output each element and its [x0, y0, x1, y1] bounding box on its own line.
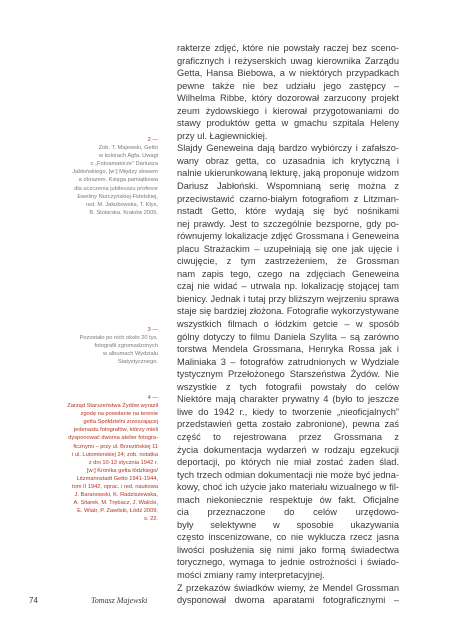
footnote-number: 3 — [147, 327, 158, 333]
footnote-text: Zob. T. Majewski, Getto w kolorach Agfa. Uwagi o „Fotoamatorze” Dariusza Jabłońskiego, [w:] Między słowem a obrazem. Księga pamiątkowa dla uczczenia jubileuszu profesor Eweliny Nurczyńskiej-Fidelskiej, red. M. Jakubowska, T. Kłys, B. Stolarska. Kraków 2005. [72, 145, 158, 216]
text-line: kowy, choć ich użycie jako materiału wizualnego w fil- [177, 482, 399, 493]
text-line: deportacji, po których nie miał zostać żaden ślad. [177, 457, 399, 468]
text-line: Getta, Hansa Biebowa, a w niektórych przypadkach [177, 68, 399, 79]
footnote-4 [66, 394, 158, 524]
main-text [177, 42, 399, 607]
footnote-text: Zarząd Starszeństwa Żydów wyraził zgodę na powołanie na terenie getta Spółdzielni zrzeszającej jedenastu fotografów, którzy mieli dysponować dwoma atelier fotogra- ficznymi – przy ul. Brzezińskiej 11 i ul. Lutomierskiej 24; zob. notatka z dni 10-13 stycznia 1942 r. [w:] Kronika getta łódzkiego/ Litzmannstadt Getto 1941-1944, tom II 1942, oprac. i red. naukowa J. Baranowski, K. Radziszewska, A. Sitarek, M. Trębacz, J. Walicki, E. Wiatr, P. Zawilski, Łódź 2009, s. 22. [67, 403, 158, 523]
footnote-2 [66, 136, 158, 217]
text-line: często inscenizowane, co nie wyklucza rzecz jasna [177, 532, 399, 543]
text-line: bienicy. Jednak i tutaj przy bliższym wejrzeniu sprawa [177, 293, 399, 304]
text-line: liwe do 1942 r., kiedy to tworzenie „nieoficjalnych” [177, 406, 399, 417]
text-line: wszystkie z tych fotografii powstały do celów [177, 381, 399, 392]
text-line: nstadt Getto, które wydają się być nośnikami [177, 206, 399, 217]
text-line: przedstawień getta zostało zabronione), pewna zaś [177, 419, 399, 430]
footnote-number: 4 — [147, 395, 158, 401]
text-line: rakterze zdjęć, które nie powstały raczej bez sceno- [177, 43, 399, 53]
text-line: pewne także nie bez udziału jego zastępcy – [177, 80, 399, 91]
text-line: nej prawdy. Jest to szczególnie bezsporne, gdy po- [177, 218, 399, 229]
text-line: graficznych i reżyserskich uwag kierownika Zarządu [177, 55, 399, 66]
text-line: były selektywne w sposobie ukazywania [177, 519, 399, 530]
text-line: Wilhelma Ribbe, który dozorował zarzucony projekt [177, 93, 399, 104]
text-line: przeciwstawić czarno-białym fotografiom z Litzman- [177, 193, 399, 204]
text-line: życia dokumentacja wydarzeń w rodzaju egzekucji [177, 444, 399, 455]
text-line: staje się bardziej złożona. Fotografie wykorzystywane [177, 306, 399, 317]
text-line: cia przeznaczone do celów urzędowo- [177, 507, 399, 518]
running-footer-author: Tomasz Majewski [91, 596, 148, 605]
text-line: Z przekazów świadków wiemy, że Mendel Grossman [177, 582, 399, 593]
text-line: nam zapis tego, czego na zdjęciach Geneweina [177, 268, 399, 279]
text-line: mości zmiany ramy interpretacyjnej. [177, 569, 325, 580]
text-line: ciwujęcie, z tym zastrzeżeniem, że Grossman [177, 256, 399, 267]
text-line: Niektóre mają charakter prywatny 4 (było to jeszcze [177, 394, 399, 405]
text-line: nalnie ukierunkowaną lekturę, jaką proponuje widzom [177, 168, 399, 179]
text-line: równujemy lokalizacje zdjęć Grossmana i Geneweina [177, 231, 399, 242]
footnote-number: 2 — [147, 137, 158, 143]
text-line: tystycznym Przełożonego Starszeństwa Żydów. Nie [177, 369, 399, 380]
text-line: zeum żydowskiego i kierował przygotowaniami do [177, 105, 399, 116]
footnote-3 [66, 326, 158, 366]
text-line: przy ul. Łagiewnickiej. [177, 130, 268, 141]
text-line: liwości posłużenia się nimi jako formą świadectwa [177, 544, 399, 555]
text-line: stawy produktów getta w gmachu szpitala Heleny [177, 118, 399, 129]
text-line: placu Strażackim – uzupełniają się one jak ujęcie i [177, 243, 399, 254]
text-line: dysponował dwoma aparatami fotograficznymi – [177, 595, 399, 606]
text-line: wszystkich filmach o łódzkim getcie – w sposób [177, 319, 399, 330]
text-line: wany obraz getta, co uzasadnia ich krytyczną i [177, 155, 399, 166]
text-line: gólny dotyczy to filmu Daniela Szylita – są zarówno [177, 331, 399, 342]
text-line: torycznego, wymaga to jednie ostrożności i świado- [177, 557, 399, 568]
text-line: część to rejestrowana przez Grossmana z [177, 431, 399, 442]
page-number: 74 [29, 596, 38, 605]
text-line: Maliniaka 3 – fotografów zatrudnionych w Wydziale [177, 356, 399, 367]
text-line: tych trzech odmian dokumentacji nie może być jedna- [177, 469, 399, 480]
footnote-text: Pozostało po nich około 20 tys. fotografii zgromadzonych w albumach Wydziału Statystycznego. [79, 335, 158, 366]
text-line: Slajdy Geneweina dają bardzo wybiórczy i zafałszo- [177, 143, 399, 154]
text-line: torstwa Mendela Grossmana, Henryka Rossa jak i [177, 344, 399, 355]
text-line: Dariusz Jabłoński. Wspomnianą serię można z [177, 181, 399, 192]
text-line: mach niekoniecznie respektuje ów fakt. Oficjalne [177, 494, 399, 505]
text-line: czaj nie widać – utrwala np. lokalizację stojącej tam [177, 281, 399, 292]
